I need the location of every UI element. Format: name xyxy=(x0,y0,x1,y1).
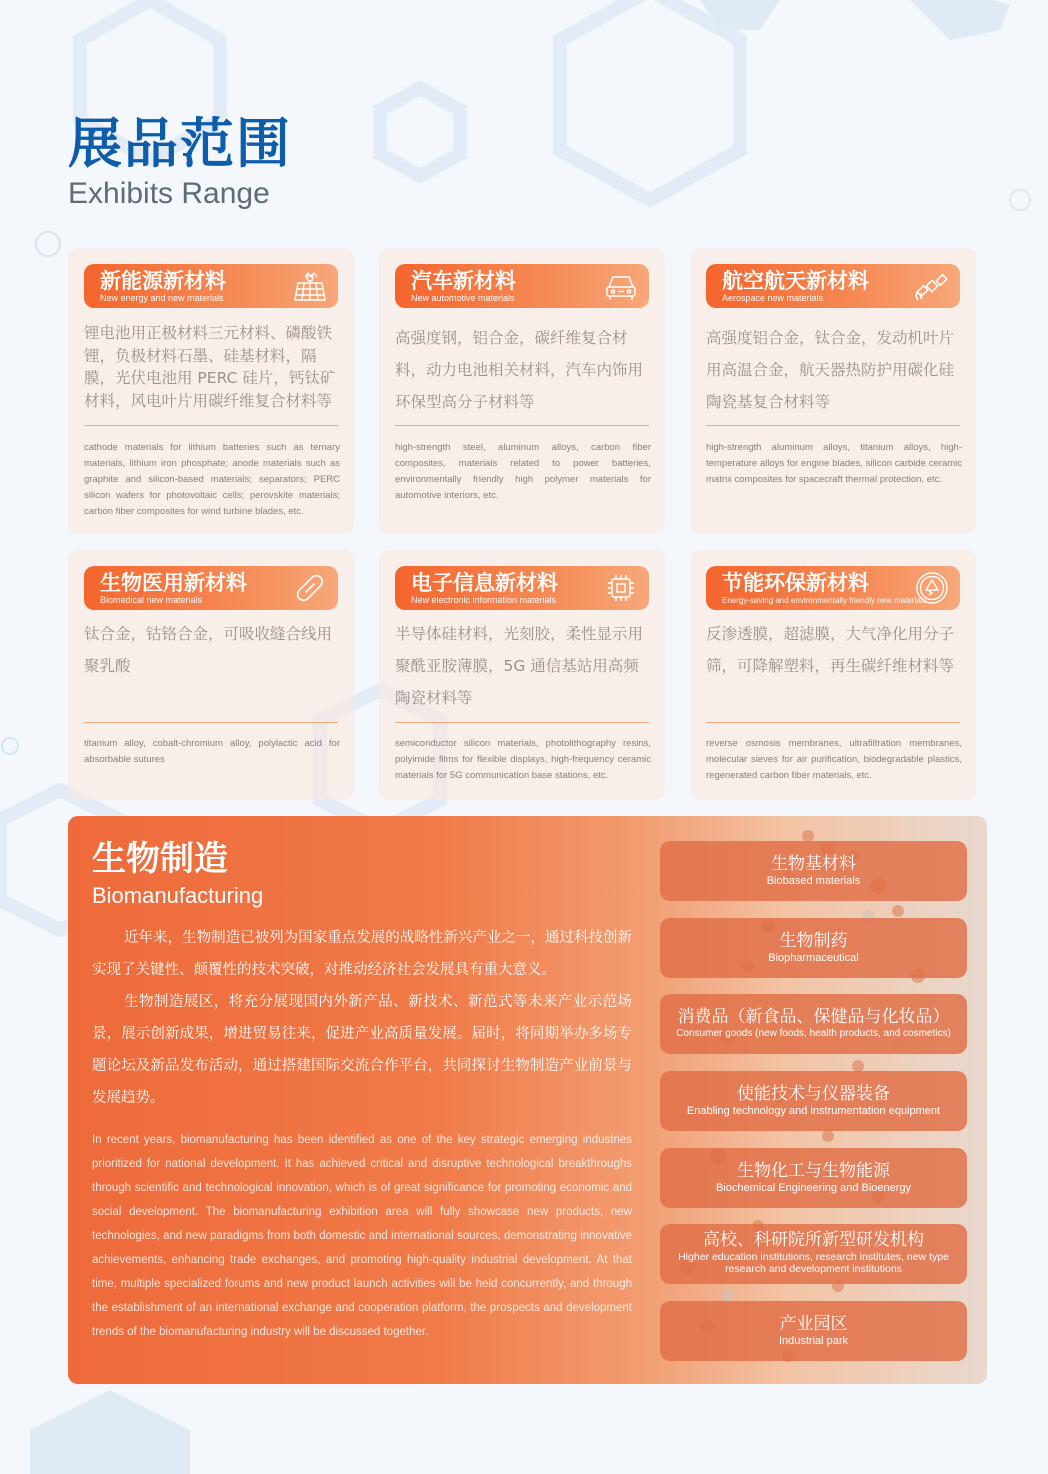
card-title-bar xyxy=(84,264,338,308)
section-title: 生物制造 xyxy=(92,839,228,879)
card-divider xyxy=(84,722,338,723)
chip-icon xyxy=(603,571,639,605)
card-description-en: semiconductor silicon materials, photolithography resins, polyimide films for flexible displays, high-frequency ceramic materials for 5G communication base stations, etc. xyxy=(395,738,651,781)
category-card-biomedical xyxy=(68,550,354,800)
intro-paragraph-en: In recent years, biomanufacturing has been identified as one of the key strategic emerging industries prioritized for national development. It has achieved critical and disruptive technological breakthroughs through scientific and technological innovation, which is of great significance for promoting economic and social development. The biomanufacturing exhibition area will fully showcase new products, new technologies, and new paradigms from both domestic and international sources, demonstrating innovative achievements, enhancing trade exchanges, and promoting high-quality industrial development. At that time, multiple specialized forums and new product launch activities will be held concurrently, and through the establishment of an international exchange and cooperation platform, the prospects and development trends of the biomanufacturing industry will be discussed together. xyxy=(92,1134,632,1338)
card-divider xyxy=(706,722,960,723)
card-description: 半导体硅材料，光刻胶，柔性显示用聚酰亚胺薄膜，5G 通信基站用高频陶瓷材料等 xyxy=(395,625,644,707)
card-divider xyxy=(395,425,649,426)
card-subtitle: Energy-saving and environmentally friendly new materials xyxy=(722,596,927,605)
card-subtitle: New energy and new materials xyxy=(100,293,224,303)
bio-item-title: 消费品（新食品、保健品与化妆品） xyxy=(677,1007,950,1027)
card-divider xyxy=(706,425,960,426)
card-description: 反渗透膜，超滤膜，大气净化用分子筛，可降解塑料，再生碳纤维材料等 xyxy=(706,625,955,675)
page-title: 展品范围 xyxy=(68,112,292,175)
card-title: 新能源新材料 xyxy=(100,269,226,293)
card-description: 钛合金，钴铬合金，可吸收缝合线用聚乳酸 xyxy=(84,625,333,675)
bio-item-subtitle: Biopharmaceutical xyxy=(768,952,859,964)
bio-item-subtitle: Enabling technology and instrumentation equipment xyxy=(686,1105,941,1117)
category-card-automotive xyxy=(379,248,665,534)
bio-item-subtitle: Biobased materials xyxy=(766,875,861,887)
recycle-icon xyxy=(914,571,950,605)
bio-item-enabling-technology xyxy=(660,1071,967,1131)
biomanufacturing-section xyxy=(68,816,987,1384)
bio-item-biochemical-engineering xyxy=(660,1148,967,1208)
bio-item-research-institutions xyxy=(660,1224,967,1284)
card-title: 航空航天新材料 xyxy=(722,269,869,293)
section-subtitle: Biomanufacturing xyxy=(92,883,264,908)
card-title-bar xyxy=(395,264,649,308)
card-title: 生物医用新材料 xyxy=(100,571,247,595)
bio-item-subtitle: Consumer goods (new foods, health products, and cosmetics) xyxy=(676,1028,951,1039)
card-divider xyxy=(84,425,338,426)
bio-item-subtitle: Higher education institutions, research institutes, new type research and development institutions xyxy=(678,1251,949,1275)
card-subtitle: New automotive materials xyxy=(411,293,515,303)
intro-paragraph-2: 生物制造展区，将充分展现国内外新产品、新技术、新范式等未来产业示范场景，展示创新成果，增进贸易往来，促进产业高质量发展。届时，将同期举办多场专题论坛及新品发布活动，通过搭建国际交流合作平台，共同探讨生物制造产业前景与发展趋势。 xyxy=(92,994,632,1106)
intro-paragraph-1: 近年来，生物制造已被列为国家重点发展的战略性新兴产业之一，通过科技创新实现了关键性、颠覆性的技术突破，对推动经济社会发展具有重大意义。 xyxy=(92,930,632,978)
card-description-en: cathode materials for lithium batteries such as ternary materials, lithium iron phosphate; anode materials such as graphite and silicon-based materials; separators; PERC silicon wafers for photovoltaic cells; perovskite materials; carbon fiber composites for wind turbine blades, etc. xyxy=(84,442,340,517)
category-card-energy-saving xyxy=(690,550,976,800)
card-title-bar xyxy=(706,264,960,308)
page-subtitle: Exhibits Range xyxy=(68,177,270,210)
card-subtitle: New electronic information materials xyxy=(411,595,557,605)
bio-item-title: 高校、科研院所新型研发机构 xyxy=(703,1230,924,1250)
card-title-bar xyxy=(706,566,960,610)
card-description: 锂电池用正极材料三元材料、磷酸铁锂，负极材料石墨、硅基材料，隔膜，光伏电池用 PERC 硅片，钙钛矿材料，风电叶片用碳纤维复合材料等 xyxy=(84,324,336,410)
card-subtitle: Aerospace new materials xyxy=(722,293,824,303)
card-description-en: titanium alloy, cobalt-chromium alloy, polylactic acid for absorbable sutures xyxy=(84,738,340,765)
bio-item-biobased-materials xyxy=(660,841,967,901)
bio-item-consumer-goods xyxy=(660,994,967,1054)
card-subtitle: Biomedical new materials xyxy=(100,595,203,605)
card-title-bar xyxy=(84,566,338,610)
card-description-en: reverse osmosis membranes, ultrafiltration membranes, molecular sieves for air purification, biodegradable plastics, regenerated carbon fiber materials, etc. xyxy=(706,738,962,781)
capsule-icon xyxy=(292,571,328,605)
card-description: 高强度铝合金，钛合金，发动机叶片用高温合金，航天器热防护用碳化硅陶瓷基复合材料等 xyxy=(706,329,955,411)
satellite-icon xyxy=(914,269,950,303)
card-description-en: high-strength steel, aluminum alloys, carbon fiber composites, materials related to power batteries, environmentally friendly high polymer materials for automotive interiors, etc. xyxy=(395,442,651,501)
solar-panel-icon xyxy=(292,269,328,303)
category-card-electronic xyxy=(379,550,665,800)
bio-item-title: 生物化工与生物能源 xyxy=(737,1161,890,1181)
page-header xyxy=(68,112,292,212)
card-title: 汽车新材料 xyxy=(411,269,516,293)
bio-item-subtitle: Biochemical Engineering and Bioenergy xyxy=(715,1182,912,1194)
bio-item-title: 产业园区 xyxy=(779,1314,848,1334)
car-icon xyxy=(603,269,639,303)
bio-item-title: 生物制药 xyxy=(779,931,848,951)
card-title-bar xyxy=(395,566,649,610)
card-description-en: high-strength aluminum alloys, titanium alloys, high-temperature alloys for engine blades, silicon carbide ceramic matrix composites for spacecraft thermal protection, etc. xyxy=(706,442,962,485)
card-title: 电子信息新材料 xyxy=(411,571,558,595)
category-card-new-energy xyxy=(68,248,354,534)
bio-item-subtitle: Industrial park xyxy=(778,1335,849,1347)
category-card-aerospace xyxy=(690,248,976,534)
bio-item-title: 使能技术与仪器装备 xyxy=(737,1084,890,1104)
card-title: 节能环保新材料 xyxy=(722,571,869,595)
bio-item-industrial-park xyxy=(660,1301,967,1361)
bio-item-biopharmaceutical xyxy=(660,918,967,978)
bio-item-title: 生物基材料 xyxy=(771,854,856,874)
card-divider xyxy=(395,722,649,723)
card-description: 高强度钢，铝合金，碳纤维复合材料，动力电池相关材料，汽车内饰用环保型高分子材料等 xyxy=(395,329,644,411)
